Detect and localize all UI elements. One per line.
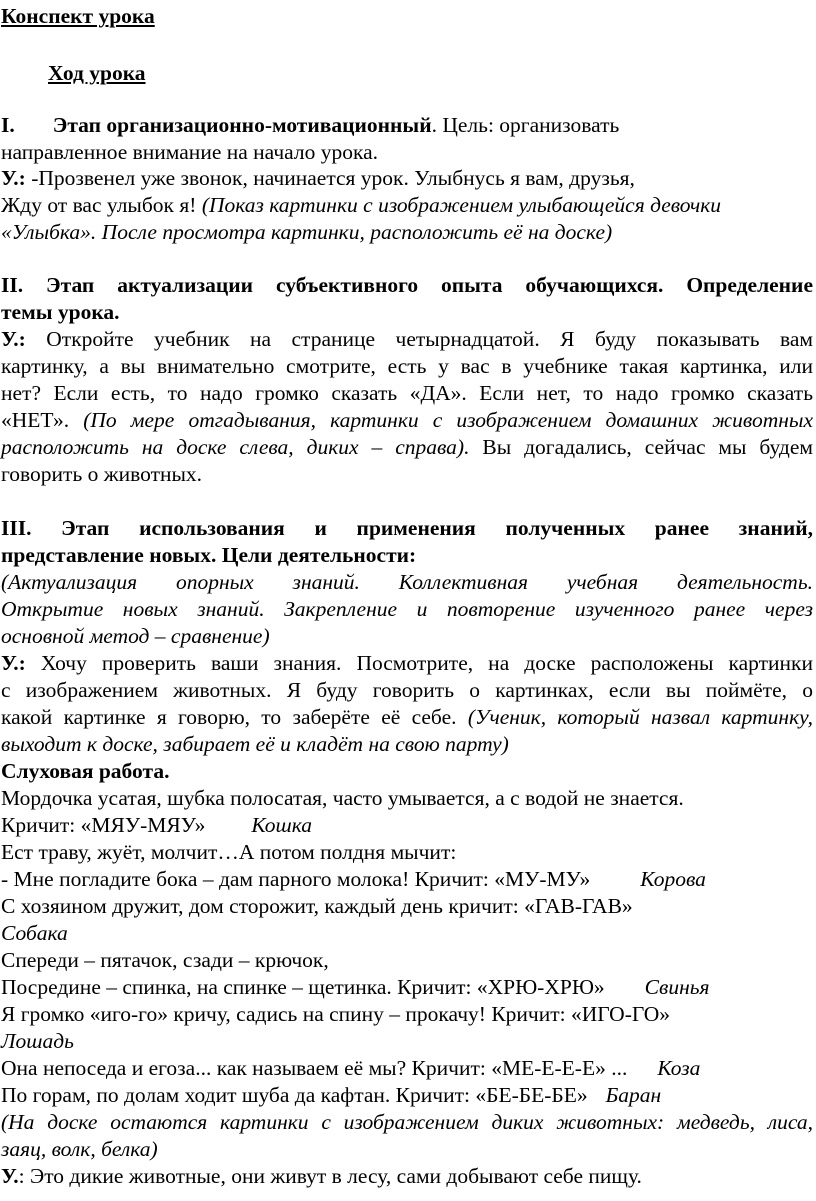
stage3-goals-2: Открытие новых знаний. Закрепление и повторение изученного ранее через xyxy=(1,597,813,621)
stage2-guess: Вы догадались, сейчас мы будем xyxy=(469,435,813,459)
riddle-pig-1: Спереди – пятачок, сзади – крючок, xyxy=(1,948,329,972)
riddle-dog: С хозяином дружит, дом сторожит, каждый день кричит: «ГАВ-ГАВ» xyxy=(1,894,633,918)
stage2-text-5 xyxy=(1,434,813,460)
stage1-teacher-line-2 xyxy=(1,192,813,218)
answer-cat: Кошка xyxy=(251,813,313,837)
stage3-heading-2: представление новых. Цели деятельности: xyxy=(1,543,417,567)
stage1-number: I. xyxy=(1,113,15,137)
stage2-net: «НЕТ». xyxy=(1,408,84,432)
riddle-ram xyxy=(1,1082,813,1108)
wild-animals-note-2: заяц, волк, белка) xyxy=(1,1137,158,1161)
stage2-text-1 xyxy=(1,326,813,352)
stage3-text-2: с изображением животных. Я буду говорить о картинках, если вы поймёте, о xyxy=(1,678,813,702)
riddle-cat-2 xyxy=(1,812,813,838)
stage1-teacher-line xyxy=(1,165,813,191)
listening-heading: Слуховая работа. xyxy=(1,759,170,783)
riddle-cat-call: Кричит: «МЯУ-МЯУ» xyxy=(1,813,206,837)
stage3-text-1 xyxy=(1,650,813,676)
stage3-goals-3: основной метод – сравнение) xyxy=(1,624,270,648)
page-title: Конспект урока xyxy=(1,4,155,28)
answer-goat: Коза xyxy=(657,1056,701,1080)
answer-cow: Корова xyxy=(640,867,706,891)
stage2-text-3: нет? Если есть, то надо громко сказать «ДА». Если нет, то надо громко сказать xyxy=(1,381,813,405)
stage3-text-3-body: какой картинке я говорю, то заберёте её себе. xyxy=(1,705,468,729)
riddle-cow-2 xyxy=(1,866,813,892)
wild-animals-note-1: (На доске остаются картинки с изображением диких животных: медведь, лиса, xyxy=(1,1110,813,1134)
final-teacher-speech: : Это дикие животные, они живут в лесу, сами добывают себе пищу. xyxy=(18,1164,642,1188)
stage1-goal: . Цель: организовать xyxy=(431,113,620,137)
stage3-text-1-body: Хочу проверить ваши знания. Посмотрите, на доске расположены картинки xyxy=(25,651,813,675)
stage1-note: (Показ картинки с изображением улыбающейся девочки xyxy=(201,193,722,217)
lesson-flow-heading: Ход урока xyxy=(48,61,146,85)
stage2-text-4 xyxy=(1,407,813,433)
teacher-label: У.: xyxy=(1,327,26,351)
stage1-teacher-speech-2: Жду от вас улыбок я! xyxy=(1,193,202,217)
riddle-cat-1: Мордочка усатая, шубка полосатая, часто умывается, а с водой не знается. xyxy=(1,786,684,810)
stage2-text-1-body: Откройте учебник на странице четырнадцатой. Я буду показывать вам xyxy=(25,327,813,351)
riddle-pig-2 xyxy=(1,974,813,1000)
riddle-cow-call: - Мне погладите бока – дам парного молока! Кричит: «МУ-МУ» xyxy=(1,867,591,891)
riddle-pig-call: Посредине – спинка, на спинке – щетинка. Кричит: «ХРЮ-ХРЮ» xyxy=(1,975,605,999)
answer-pig: Свинья xyxy=(644,975,710,999)
answer-ram: Баран xyxy=(605,1083,662,1107)
stage1-heading xyxy=(1,112,813,138)
teacher-label: У.: xyxy=(1,166,26,190)
riddle-ram-call: По горам, по долам ходит шуба да кафтан. Кричит: «БЕ-БЕ-БЕ» xyxy=(1,1083,588,1107)
stage2-note-2: расположить на доске слева, диких – справа). xyxy=(1,435,470,459)
stage1-note-line-2: «Улыбка». После просмотра картинки, расположить её на доске) xyxy=(1,220,613,244)
riddle-goat xyxy=(1,1055,813,1081)
answer-horse: Лошадь xyxy=(1,1029,74,1053)
riddle-cow-1: Ест траву, жуёт, молчит…А потом полдня мычит: xyxy=(1,840,457,864)
riddle-horse: Я громко «иго-го» кричу, садись на спину – прокачу! Кричит: «ИГО-ГО» xyxy=(1,1002,671,1026)
stage3-text-3 xyxy=(1,704,813,730)
stage3-note: (Ученик, который назвал картинку, xyxy=(467,705,813,729)
teacher-label: У. xyxy=(1,1164,19,1188)
stage2-text-2: картинку, а вы внимательно смотрите, есть у вас в учебнике такая картинка, или xyxy=(1,354,813,378)
stage2-heading: II. Этап актуализации субъективного опыта обучающихся. Определение xyxy=(1,273,813,297)
stage3-note-2: выходит к доске, забирает её и кладёт на свою парту) xyxy=(1,732,509,756)
stage2-heading-2: темы урока. xyxy=(1,300,120,324)
stage1-teacher-speech: -Прозвенел уже звонок, начинается урок. Улыбнусь я вам, друзья, xyxy=(25,166,635,190)
answer-dog: Собака xyxy=(1,921,68,945)
stage1-title: Этап организационно-мотивационный xyxy=(52,113,432,137)
stage2-note: (По мере отгадывания, картинки с изображением домашних животных xyxy=(83,408,813,432)
teacher-label: У.: xyxy=(1,651,26,675)
riddle-goat-call: Она непоседа и егоза... как называем её мы? Кричит: «МЕ-Е-Е-Е» ... xyxy=(1,1056,628,1080)
stage3-heading: III. Этап использования и применения полученных ранее знаний, xyxy=(1,516,813,540)
final-teacher-line xyxy=(1,1163,813,1189)
stage3-goals-1: (Актуализация опорных знаний. Коллективная учебная деятельность. xyxy=(1,570,813,594)
stage1-goal-line: направленное внимание на начало урока. xyxy=(1,140,379,164)
stage2-text-6: говорить о животных. xyxy=(1,462,203,486)
